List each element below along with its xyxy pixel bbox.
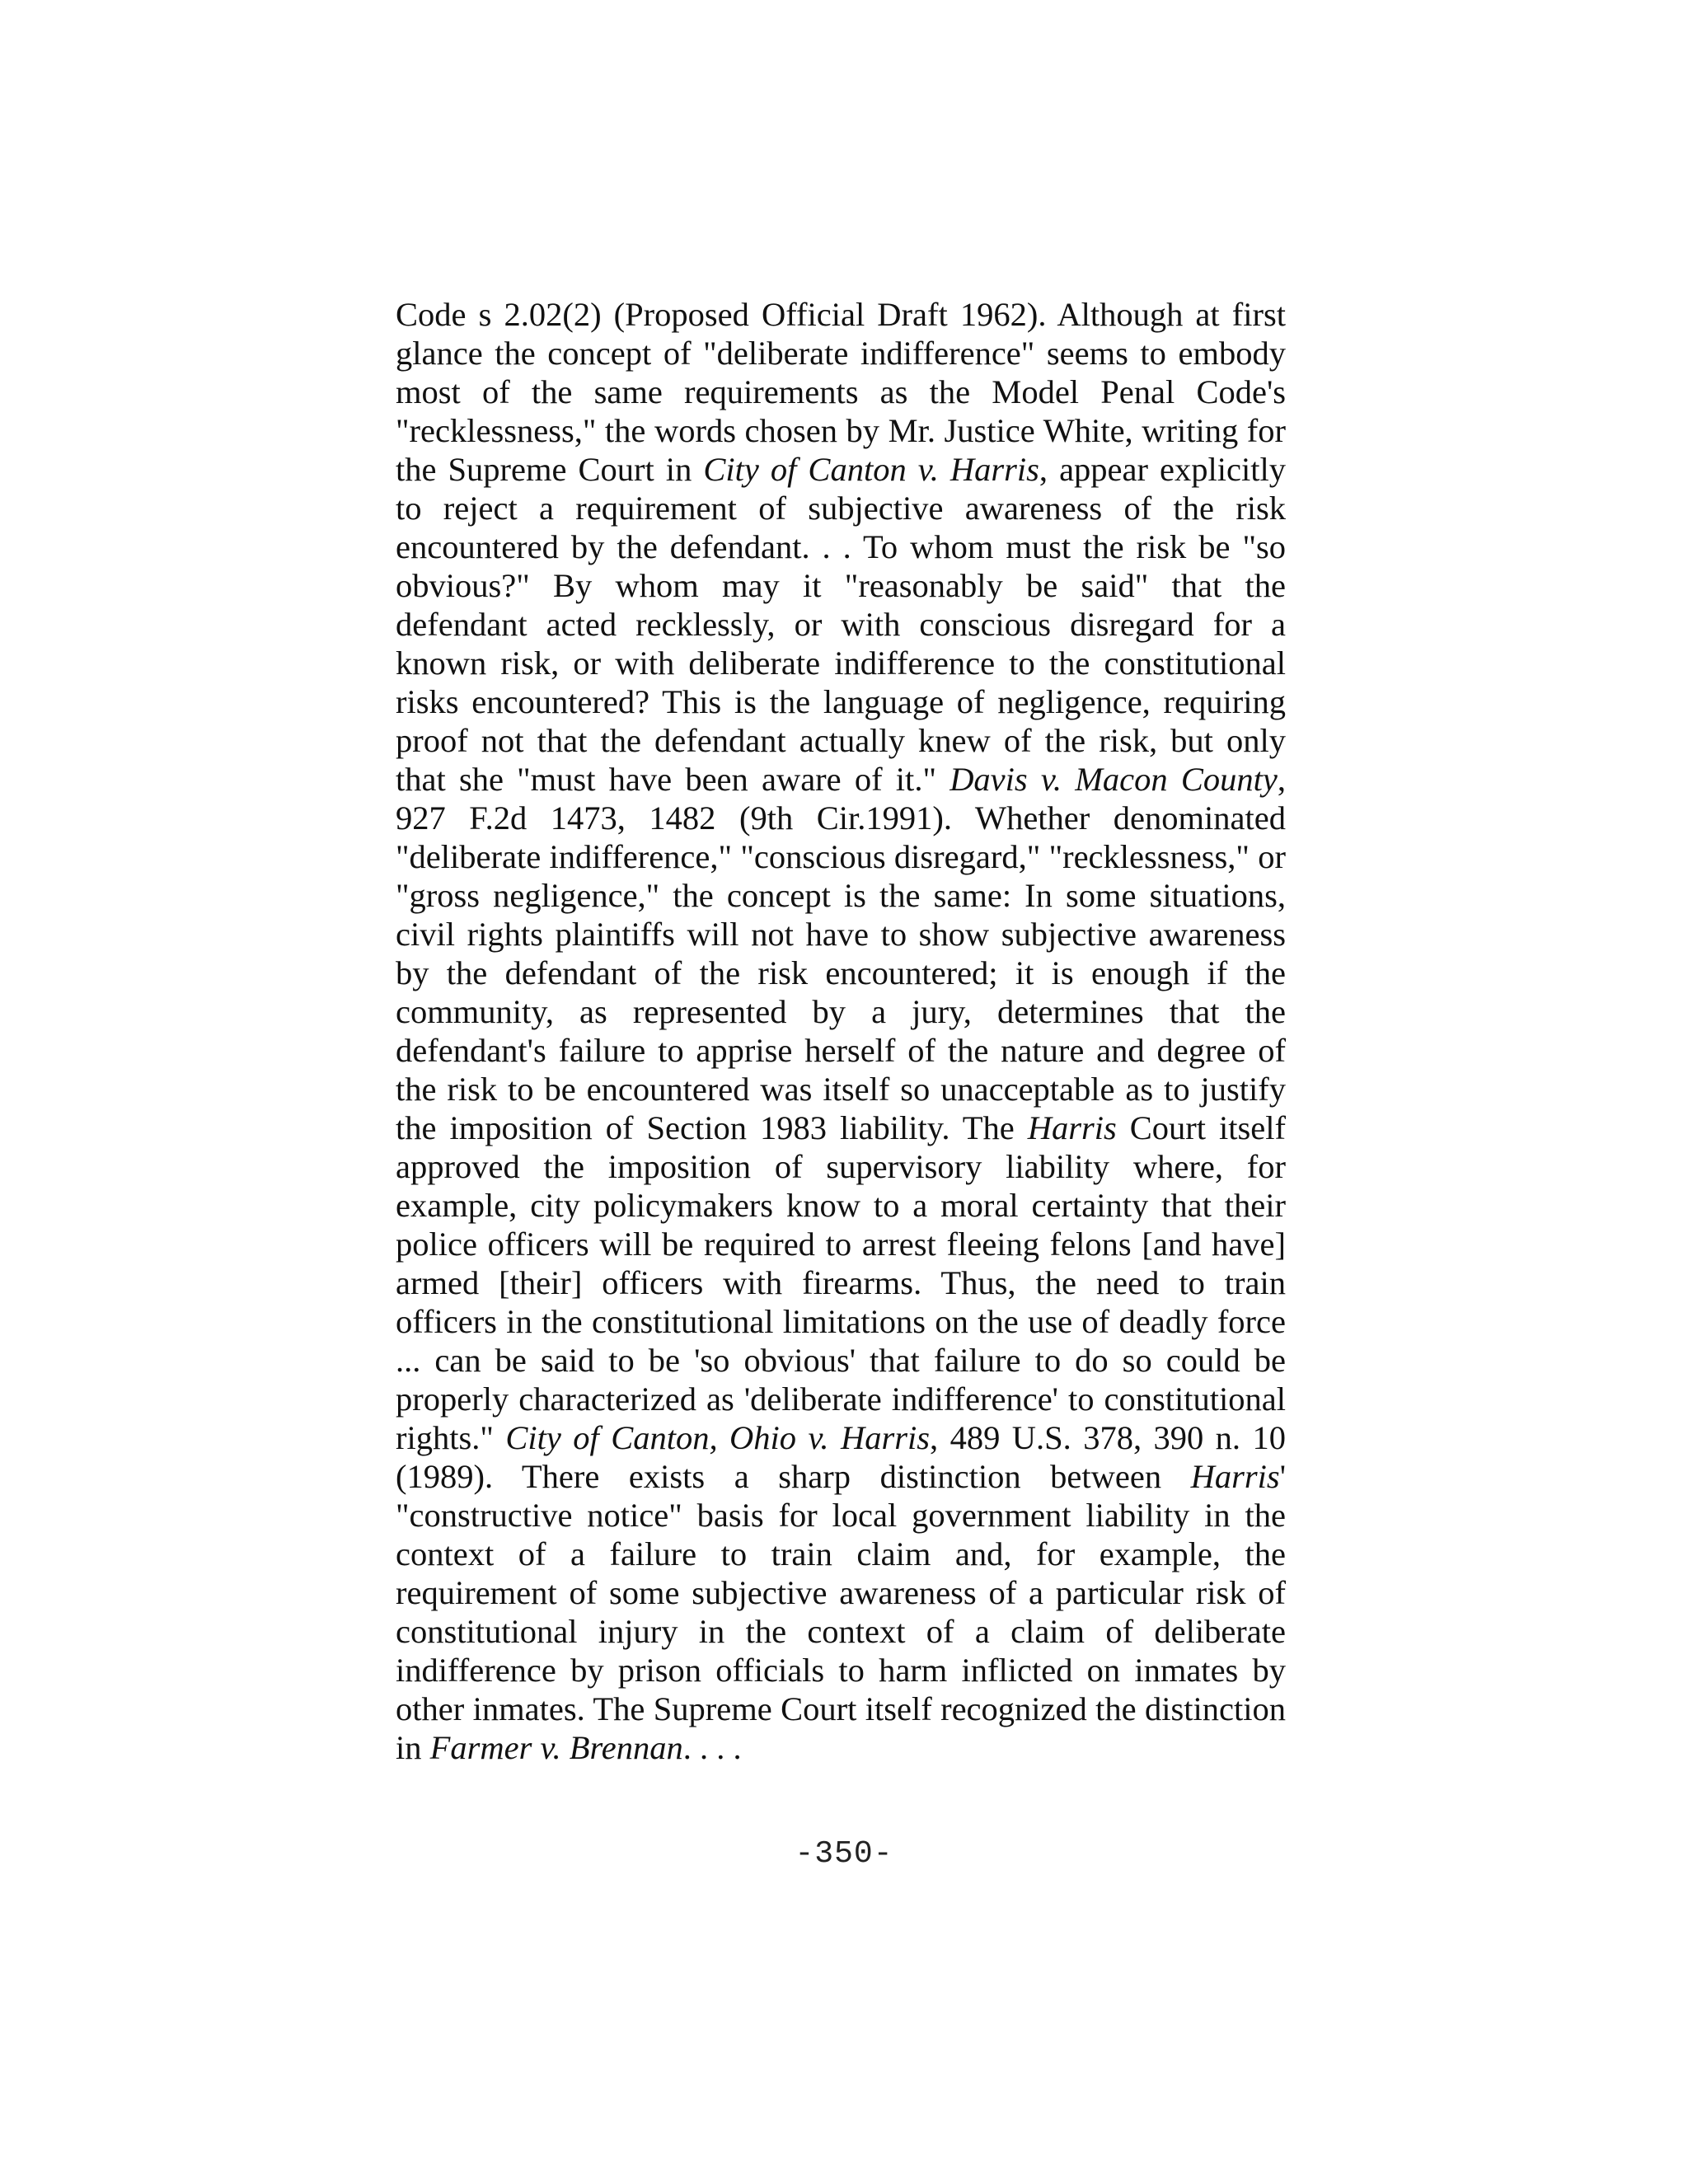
case-citation-farmer: Farmer v. Brennan xyxy=(429,1729,683,1766)
body-paragraph xyxy=(396,295,1286,1767)
case-citation-harris-possessive: Harris xyxy=(1190,1458,1280,1495)
case-citation-city-of-canton: City of Canton v. Harris xyxy=(703,451,1039,488)
text-run: , appear explicitly to reject a requirement of subjective awareness of the risk encountered by the defendant. . . To whom must the risk be "so obvious?" By whom may it "reasonably be said" that the defendant acted recklessly, or with conscious disregard for a known risk, or with deliberate indifference to the constitutional risks encountered? This is the language of negligence, requiring proof not that the defendant actually knew of the risk, but only that she "must have been aware of it." xyxy=(396,451,1286,798)
page-number: -350- xyxy=(795,1836,893,1872)
case-citation-harris: Harris xyxy=(1027,1109,1117,1146)
text-run: , 489 U.S. 378, 390 n. 10 (1989). There exists a sharp distinction between xyxy=(396,1419,1286,1495)
case-citation-city-of-canton-ohio: City of Canton, Ohio v. Harris xyxy=(505,1419,931,1456)
case-citation-davis: Davis v. Macon County xyxy=(950,761,1278,798)
text-run: . . . . xyxy=(682,1729,742,1766)
text-run: Court itself approved the imposition of supervisory liability where, for example, city policymakers know to a moral certainty that their police officers will be required to arrest fleeing felons [and have] armed [their] officers with firearms. Thus, the need to train officers in the constitutional limitations on the use of deadly force ... can be said to be 'so obvious' that failure to do so could be properly characterized as 'deliberate indifference' to constitutional rights." xyxy=(396,1109,1287,1456)
text-run: , 927 F.2d 1473, 1482 (9th Cir.1991). Whether denominated "deliberate indifference," "conscious disregard," "recklessness," or "gross negligence," the concept is the same: In some situations, civil rights plaintiffs will not have to show subjective awareness by the defendant of the risk encountered; it is enough if the community, as represented by a jury, determines that the defendant's failure to apprise herself of the nature and degree of the risk to be encountered was itself so unacceptable as to justify the imposition of Section 1983 liability. The xyxy=(396,761,1286,1146)
text-run: Code s 2.02(2) (Proposed Official Draft 1962). Although at first glance the concept of "deliberate indifference" seems to embody most of the same requirements as the Model Penal Code's "recklessness," the words chosen by Mr. Justice White, writing for the Supreme Court in xyxy=(396,296,1286,488)
text-run: ' "constructive notice" basis for local government liability in the context of a failure to train claim and, for example, the requirement of some subjective awareness of a particular risk of constitutional injury in the context of a claim of deliberate indifference by prison officials to harm inflicted on inmates by other inmates. The Supreme Court itself recognized the distinction in xyxy=(396,1458,1286,1766)
